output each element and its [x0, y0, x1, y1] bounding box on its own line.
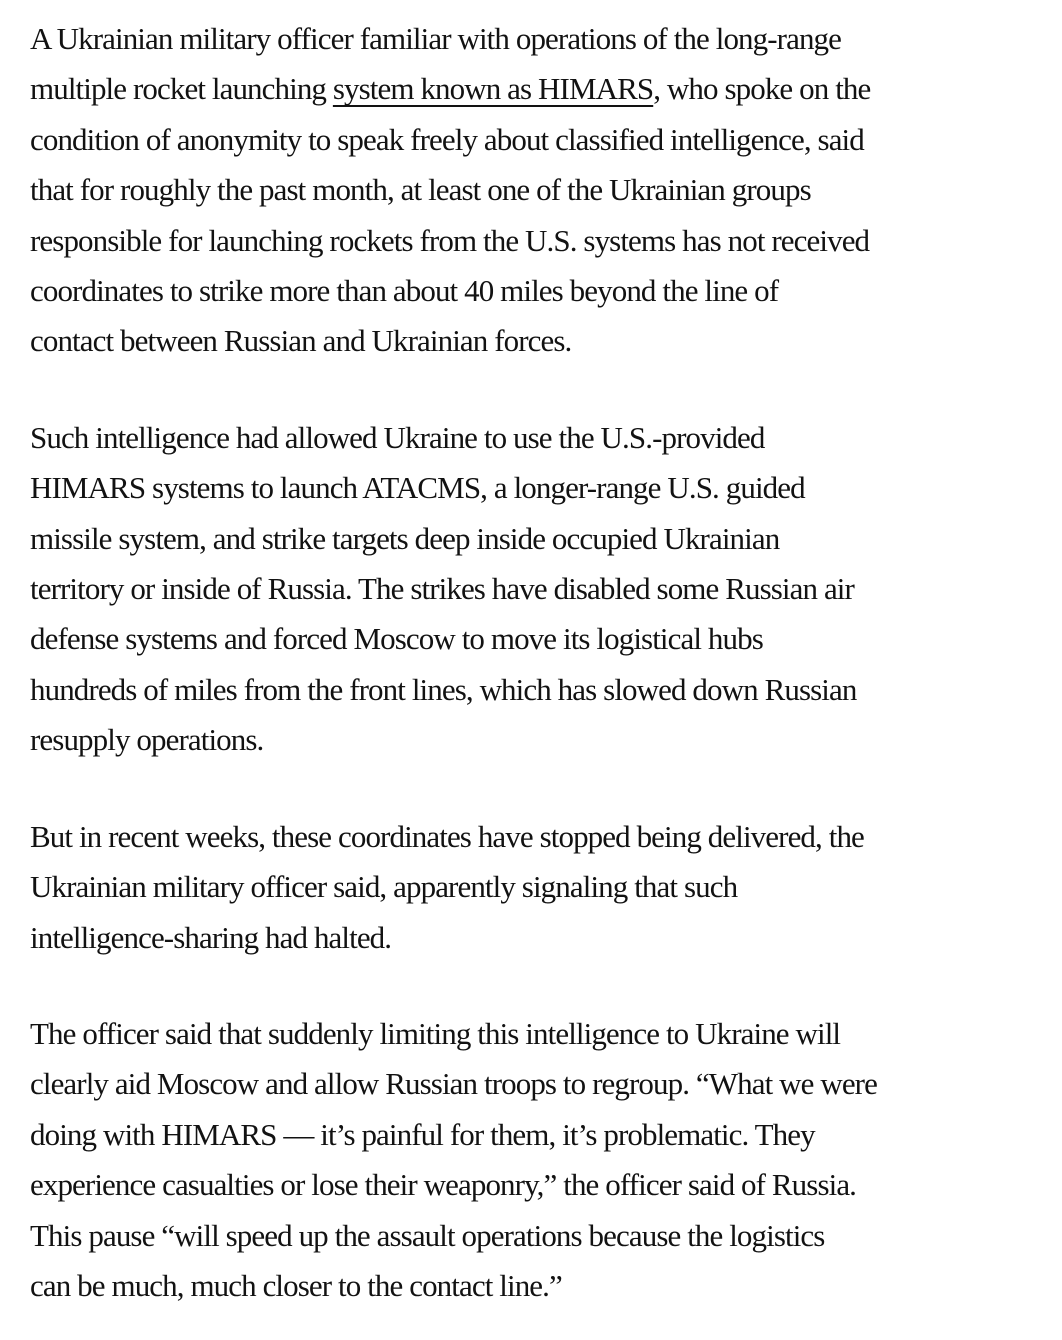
text-segment: clearly aid Moscow and allow Russian troops to regroup. “What we were [30, 1066, 877, 1102]
text-line [30, 1059, 1038, 1109]
text-line [30, 1211, 1038, 1261]
text-segment: This pause “will speed up the assault operations because the logistics [30, 1217, 825, 1253]
text-line [30, 665, 1038, 715]
text-line [30, 862, 1038, 912]
text-segment: that for roughly the past month, at least one of the Ukrainian groups [30, 172, 811, 208]
paragraph [30, 1009, 1038, 1311]
text-segment: HIMARS systems to launch ATACMS, a longer-range U.S. guided [30, 470, 805, 506]
text-line [30, 564, 1038, 614]
text-line [30, 115, 1038, 165]
text-segment: defense systems and forced Moscow to move its logistical hubs [30, 621, 763, 657]
text-line [30, 1261, 1038, 1311]
text-line [30, 812, 1038, 862]
text-segment: intelligence-sharing had halted. [30, 919, 392, 955]
text-segment: But in recent weeks, these coordinates have stopped being delivered, the [30, 818, 864, 854]
text-segment: A Ukrainian military officer familiar with operations of the long-range [30, 21, 842, 56]
text-segment: responsible for launching rockets from the U.S. systems has not received [30, 222, 870, 258]
himars-link[interactable]: system known as HIMARS [332, 71, 654, 107]
text-segment: The officer said that suddenly limiting this intelligence to Ukraine will [30, 1015, 841, 1051]
text-line [30, 316, 1038, 366]
text-segment: missile system, and strike targets deep inside occupied Ukrainian [30, 520, 780, 556]
text-line [30, 463, 1038, 513]
text-line [30, 1009, 1038, 1059]
text-segment: resupply operations. [30, 722, 264, 758]
text-line [30, 413, 1038, 463]
text-line [30, 14, 1038, 64]
text-segment: coordinates to strike more than about 40 miles beyond the line of [30, 273, 779, 309]
text-segment: doing with HIMARS — it’s painful for them, it’s problematic. They [30, 1116, 815, 1152]
text-line [30, 216, 1038, 266]
text-segment: , who spoke on the [653, 71, 871, 107]
text-line [30, 1160, 1038, 1210]
text-segment: multiple rocket launching [30, 71, 333, 107]
text-line [30, 913, 1038, 963]
text-segment: can be much, much closer to the contact line.” [30, 1267, 562, 1303]
text-segment: condition of anonymity to speak freely about classified intelligence, said [30, 121, 864, 157]
text-line [30, 715, 1038, 765]
text-line [30, 514, 1038, 564]
text-line [30, 266, 1038, 316]
text-line [30, 165, 1038, 215]
paragraph [30, 413, 1038, 766]
text-segment: territory or inside of Russia. The strikes have disabled some Russian air [30, 571, 854, 607]
text-segment: Such intelligence had allowed Ukraine to use the U.S.-provided [30, 419, 765, 455]
text-line [30, 64, 1038, 114]
text-segment: contact between Russian and Ukrainian forces. [30, 323, 572, 359]
paragraph [30, 14, 1038, 367]
text-segment: hundreds of miles from the front lines, which has slowed down Russian [30, 671, 857, 707]
text-line [30, 1110, 1038, 1160]
text-segment: Ukrainian military officer said, apparently signaling that such [30, 869, 738, 905]
paragraph [30, 812, 1038, 963]
text-segment: experience casualties or lose their weaponry,” the officer said of Russia. [30, 1167, 857, 1203]
text-line [30, 614, 1038, 664]
